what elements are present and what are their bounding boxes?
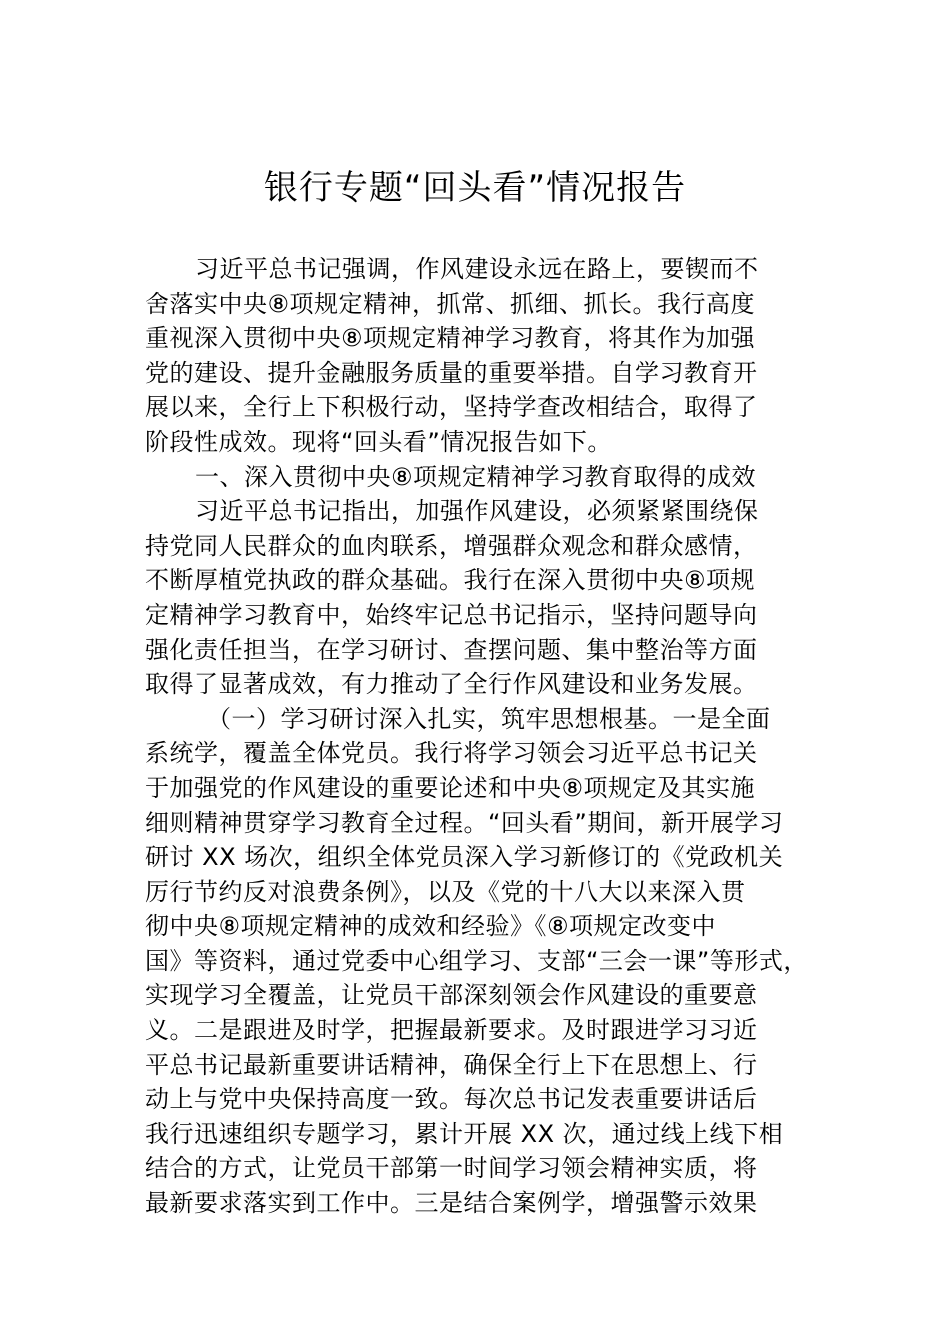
text-line: 习近平总书记强调，作风建设永远在路上，要锲而不 bbox=[195, 255, 759, 283]
text-line: 结合的方式，让党员干部第一时间学习领会精神实质，将 bbox=[145, 1154, 758, 1183]
text-line: 系统学，覆盖全体党员。我行将学习领会习近平总书记关 bbox=[145, 739, 758, 768]
subsection-line: （一）学习研讨深入扎实，筑牢思想根基。一是全面 bbox=[207, 704, 771, 733]
text-line: 实现学习全覆盖，让党员干部深刻领会作风建设的重要意 bbox=[145, 981, 758, 1010]
text-line: 于加强党的作风建设的重要论述和中央⑧项规定及其实施 bbox=[145, 773, 756, 802]
text-line: 厉行节约反对浪费条例》，以及《党的十八大以来深入贯 bbox=[145, 877, 746, 906]
text-line: 持党同人民群众的血肉联系，增强群众观念和群众感情， bbox=[145, 531, 758, 560]
text-line: 细则精神贯穿学习教育全过程。“回头看”期间，新开展学习 bbox=[145, 808, 784, 837]
document-body bbox=[145, 252, 813, 1221]
text-line: 动上与党中央保持高度一致。每次总书记发表重要讲话后 bbox=[145, 1085, 758, 1114]
text-line: 展以来，全行上下积极行动，坚持学查改相结合，取得了 bbox=[145, 393, 758, 422]
text-line: 我行迅速组织专题学习，累计开展 XX 次，通过线上线下相 bbox=[145, 1119, 784, 1148]
text-line: 重视深入贯彻中央⑧项规定精神学习教育，将其作为加强 bbox=[145, 324, 756, 353]
text-line: 党的建设、提升金融服务质量的重要举措。自学习教育开 bbox=[145, 358, 758, 387]
text-line: 研讨 XX 场次，组织全体党员深入学习新修订的《党政机关 bbox=[145, 843, 784, 872]
document-title: 银行专题“回头看”情况报告 bbox=[263, 168, 687, 208]
text-line: 阶段性成效。现将“回头看”情况报告如下。 bbox=[145, 427, 612, 456]
text-line: 舍落实中央⑧项规定精神，抓常、抓细、抓长。我行高度 bbox=[145, 289, 756, 318]
text-line: 彻中央⑧项规定精神的成效和经验》《⑧项规定改变中 bbox=[145, 912, 717, 941]
text-line: 义。二是跟进及时学，把握最新要求。及时跟进学习习近 bbox=[145, 1016, 758, 1045]
text-line: 取得了显著成效，有力推动了全行作风建设和业务发展。 bbox=[145, 670, 758, 699]
text-line: 定精神学习教育中，始终牢记总书记指示，坚持问题导向 bbox=[145, 600, 758, 629]
text-line: 最新要求落实到工作中。三是结合案例学，增强警示效果 bbox=[145, 1189, 758, 1218]
text-line: 习近平总书记指出，加强作风建设，必须紧紧围绕保 bbox=[195, 497, 759, 526]
text-line: 国》等资料，通过党委中心组学习、支部“三会一课”等形式， bbox=[145, 946, 808, 975]
section-heading: 一、深入贯彻中央⑧项规定精神学习教育取得的成效 bbox=[195, 462, 757, 491]
text-line: 强化责任担当，在学习研讨、查摆问题、集中整治等方面 bbox=[145, 635, 758, 664]
text-line: 不断厚植党执政的群众基础。我行在深入贯彻中央⑧项规 bbox=[145, 566, 756, 595]
text-line: 平总书记最新重要讲话精神，确保全行上下在思想上、行 bbox=[145, 1050, 758, 1079]
